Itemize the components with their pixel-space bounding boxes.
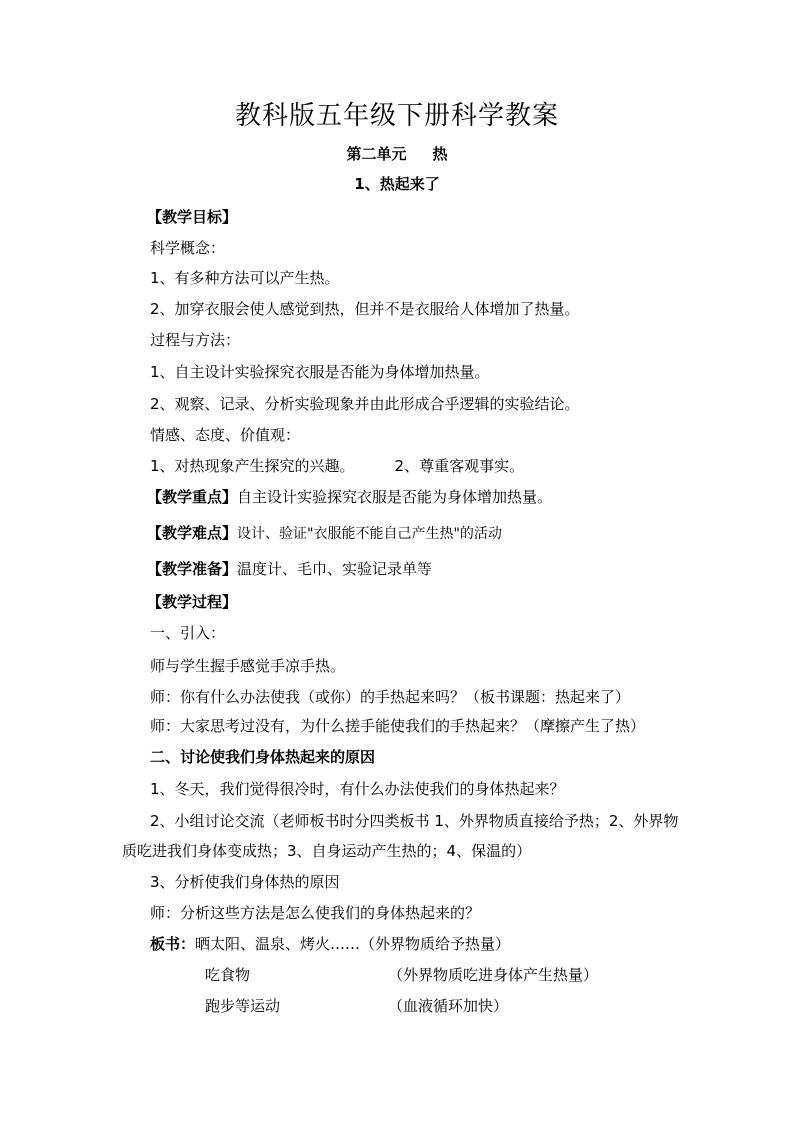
process-item-1: 1、自主设计实验探究衣服是否能为身体增加热量。 <box>150 363 490 381</box>
board-item-3-method: 跑步等运动 <box>205 997 281 1015</box>
board-item-1: 晒太阳、温泉、烤火……（外界物质给予热量） <box>195 935 511 953</box>
section-2-para-1: 1、冬天，我们觉得很冷时，有什么办法使我们的身体热起来？ <box>150 780 565 798</box>
key-heading: 【教学重点】 <box>147 488 238 506</box>
difficulty-text: 设计、验证"衣服能不能自己产生热"的活动 <box>237 526 502 542</box>
section-2-para-4: 师：分析这些方法是怎么使我们的身体热起来的？ <box>150 904 481 922</box>
process-label: 过程与方法： <box>150 331 241 349</box>
lesson-title: 1、热起来了 <box>354 175 440 193</box>
key-text: 自主设计实验探究衣服是否能为身体增加热量。 <box>237 488 553 506</box>
section-2-title: 二、讨论使我们身体热起来的原因 <box>150 748 376 766</box>
concept-item-1: 1、有多种方法可以产生热。 <box>150 269 340 287</box>
section-1-para-3: 师：大家思考过没有，为什么搓手能使我们的手热起来？（摩擦产生了热） <box>150 717 646 735</box>
difficulty-point <box>147 521 707 546</box>
attitude-item-2: 2、尊重客观事实。 <box>394 457 525 475</box>
prep-heading: 【教学准备】 <box>147 560 238 578</box>
board-label: 板书： <box>150 935 196 953</box>
prep-text: 温度计、毛巾、实验记录单等 <box>237 560 433 578</box>
key-point <box>147 485 707 509</box>
process-item-2: 2、观察、记录、分析实验现象并由此形成合乎逻辑的实验结论。 <box>150 395 580 413</box>
attitude-items <box>150 454 710 478</box>
concept-item-2: 2、加穿衣服会使人感觉到热，但并不是衣服给人体增加了热量。 <box>150 300 580 318</box>
board-line-1 <box>150 932 710 956</box>
unit-heading <box>0 142 794 166</box>
attitude-label: 情感、态度、价值观： <box>150 426 301 444</box>
difficulty-heading: 【教学难点】 <box>147 524 238 542</box>
board-item-2-method: 吃食物 <box>205 966 251 984</box>
unit-number: 第二单元 <box>346 145 407 163</box>
section-2-para-3: 3、分析使我们身体热的原因 <box>150 873 340 891</box>
doc-title: 教科版五年级下册科学教案 <box>234 101 559 131</box>
concept-label: 科学概念： <box>150 239 226 257</box>
board-line-2 <box>0 963 794 987</box>
section-1-para-2: 师：你有什么办法使我（或你）的手热起来吗？（板书课题：热起来了） <box>150 688 631 706</box>
section-1-para-1: 师与学生握手感觉手凉手热。 <box>150 657 346 675</box>
section-1-title: 一、引入： <box>150 624 226 642</box>
board-line-3 <box>0 994 794 1018</box>
board-item-2-reason: （外界物质吃进身体产生热量） <box>388 966 599 984</box>
attitude-item-1: 1、对热现象产生探究的兴趣。 <box>150 457 355 475</box>
board-item-3-reason: （血液循环加快） <box>388 997 509 1015</box>
goals-heading: 【教学目标】 <box>147 208 238 226</box>
process-heading: 【教学过程】 <box>147 593 238 611</box>
prep-point <box>147 557 707 581</box>
section-2-para-2: 2、小组讨论交流（老师板书时分四类板书 1、外界物质直接给予热；2、外界物质吃进我们身体变成热；3、自身运动产生热的；4、保温的） <box>122 812 679 860</box>
unit-name: 热 <box>432 145 448 163</box>
